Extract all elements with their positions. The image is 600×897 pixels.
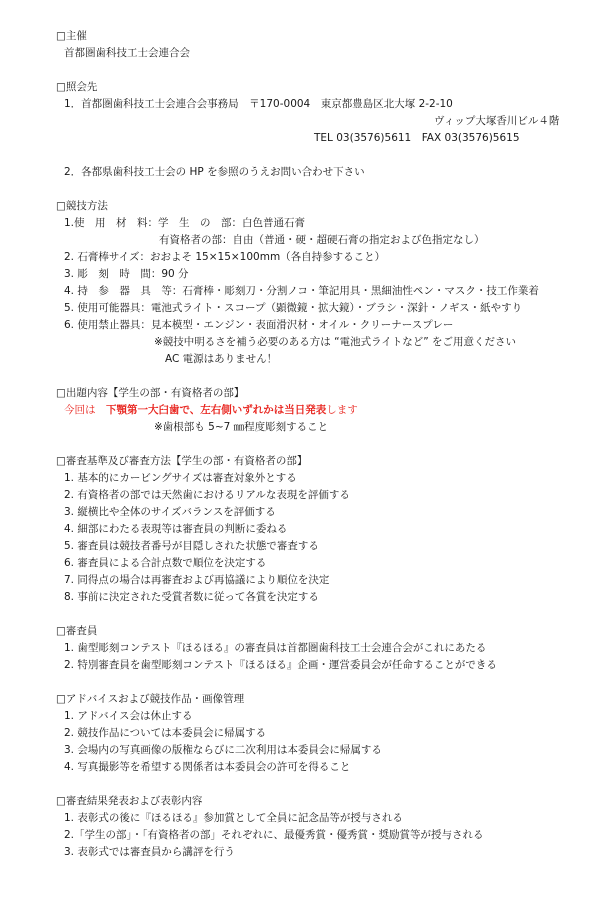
method-material: 1.使 用 材 料：学 生 の 部：白色普通石膏 — [64, 217, 306, 229]
organizer-name: 首都圏歯科技工士会連合会 — [64, 47, 190, 59]
topic-announcement — [0, 402, 600, 419]
results-item: 2.「学生の部」・「有資格者の部」それぞれに、最優秀賞・優秀賞・奨励賞等が授与される — [64, 829, 484, 841]
judges-heading: □審査員 — [56, 625, 98, 637]
contact-heading: □照会先 — [56, 81, 98, 93]
contact-phone: TEL 03(3576)5611 FAX 03(3576)5615 — [314, 132, 520, 144]
method-material-qualified: 有資格者の部：自由（普通・硬・超硬石膏の指定および色指定なし） — [159, 234, 485, 246]
criteria-item: 2. 有資格者の部では天然歯におけるリアルな表現を評価する — [64, 489, 350, 501]
method-light-note: ※競技中明るさを補う必要のある方は “電池式ライトなど” をご用意ください — [154, 336, 517, 348]
criteria-item: 4. 細部にわたる表現等は審査員の判断に委ねる — [64, 523, 288, 535]
results-item: 1. 表彰式の後に『ほるほる』参加賞として全員に記念品等が授与される — [64, 812, 403, 824]
advice-item: 3. 会場内の写真画像の版権ならびに二次利用は本委員会に帰属する — [64, 744, 382, 756]
contact-building: ヴィップ大塚香川ビル４階 — [434, 115, 560, 127]
topic-heading: □出題内容【学生の部・有資格者の部】 — [56, 387, 245, 399]
method-bar-size: 2. 石膏棒サイズ：おおよそ 15×15×100mm（各自持参すること） — [64, 251, 386, 263]
method-allowed: 5. 使用可能器具：電池式ライト・スコープ（顕微鏡・拡大鏡）・ブラシ・深針・ノギス・紙やすり — [64, 302, 523, 314]
organizer-section — [0, 28, 600, 62]
organizer-heading: □主催 — [56, 30, 87, 42]
judges-section — [0, 623, 600, 674]
advice-item: 4. 写真撮影等を希望する関係者は本委員会の許可を得ること — [64, 761, 351, 773]
criteria-section — [0, 453, 600, 606]
method-heading: □競技方法 — [56, 200, 108, 212]
contact-address: 1．首都圏歯科技工士会連合会事務局 〒170-0004 東京都豊島区北大塚 2-2-10 — [64, 98, 453, 110]
advice-section — [0, 691, 600, 776]
results-heading: □審査結果発表および表彰内容 — [56, 795, 203, 807]
topic-highlight: 下顎第一大臼歯で、左右側いずれかは当日発表 — [106, 404, 327, 416]
criteria-item: 7. 同得点の場合は再審査および再協議により順位を決定 — [64, 574, 330, 586]
contact-section — [0, 79, 600, 181]
judges-item: 2. 特別審査員を歯型彫刻コンテスト『ほるほる』企画・運営委員会が任命することができる — [64, 659, 497, 671]
criteria-item: 8. 事前に決定された受賞者数に従って各賞を決定する — [64, 591, 319, 603]
criteria-item: 1. 基本的にカービングサイズは審査対象外とする — [64, 472, 297, 484]
advice-item: 2. 競技作品については本委員会に帰属する — [64, 727, 267, 739]
topic-root-note: ※歯根部も 5~7 ㎜程度彫刻すること — [154, 421, 329, 433]
method-prohibited: 6. 使用禁止器具：見本模型・エンジン・表面滑沢材・オイル・クリーナースプレー — [64, 319, 454, 331]
criteria-heading: □審査基準及び審査方法【学生の部・有資格者の部】 — [56, 455, 308, 467]
advice-item: 1. アドバイス会は休止する — [64, 710, 193, 722]
advice-heading: □アドバイスおよび競技作品・画像管理 — [56, 693, 245, 705]
method-section — [0, 198, 600, 368]
topic-prefix: 今回は — [64, 404, 106, 416]
results-item: 3. 表彰式では審査員から講評を行う — [64, 846, 235, 858]
contact-hp-note: 2．各都県歯科技工士会の HP を参照のうえお問い合わせ下さい — [64, 166, 365, 178]
criteria-item: 3. 縦横比や全体のサイズバランスを評価する — [64, 506, 276, 518]
criteria-item: 5. 審査員は競技者番号が目隠しされた状態で審査する — [64, 540, 319, 552]
judges-item: 1. 歯型彫刻コンテスト『ほるほる』の審査員は首都圏歯科技工士会連合会がこれにあたる — [64, 642, 487, 654]
topic-section — [0, 385, 600, 436]
method-tools: 4. 持 参 器 具 等：石膏棒・彫刻刀・分割ノコ・筆記用具・黒細油性ペン・マスク・技工作業着 — [64, 285, 539, 297]
criteria-item: 6. 審査員による合計点数で順位を決定する — [64, 557, 267, 569]
method-time: 3. 彫 刻 時 間：90 分 — [64, 268, 189, 280]
document-page — [0, 28, 600, 861]
topic-suffix: します — [326, 404, 358, 416]
results-section — [0, 793, 600, 861]
method-ac-note: AC 電源はありません！ — [165, 353, 278, 365]
